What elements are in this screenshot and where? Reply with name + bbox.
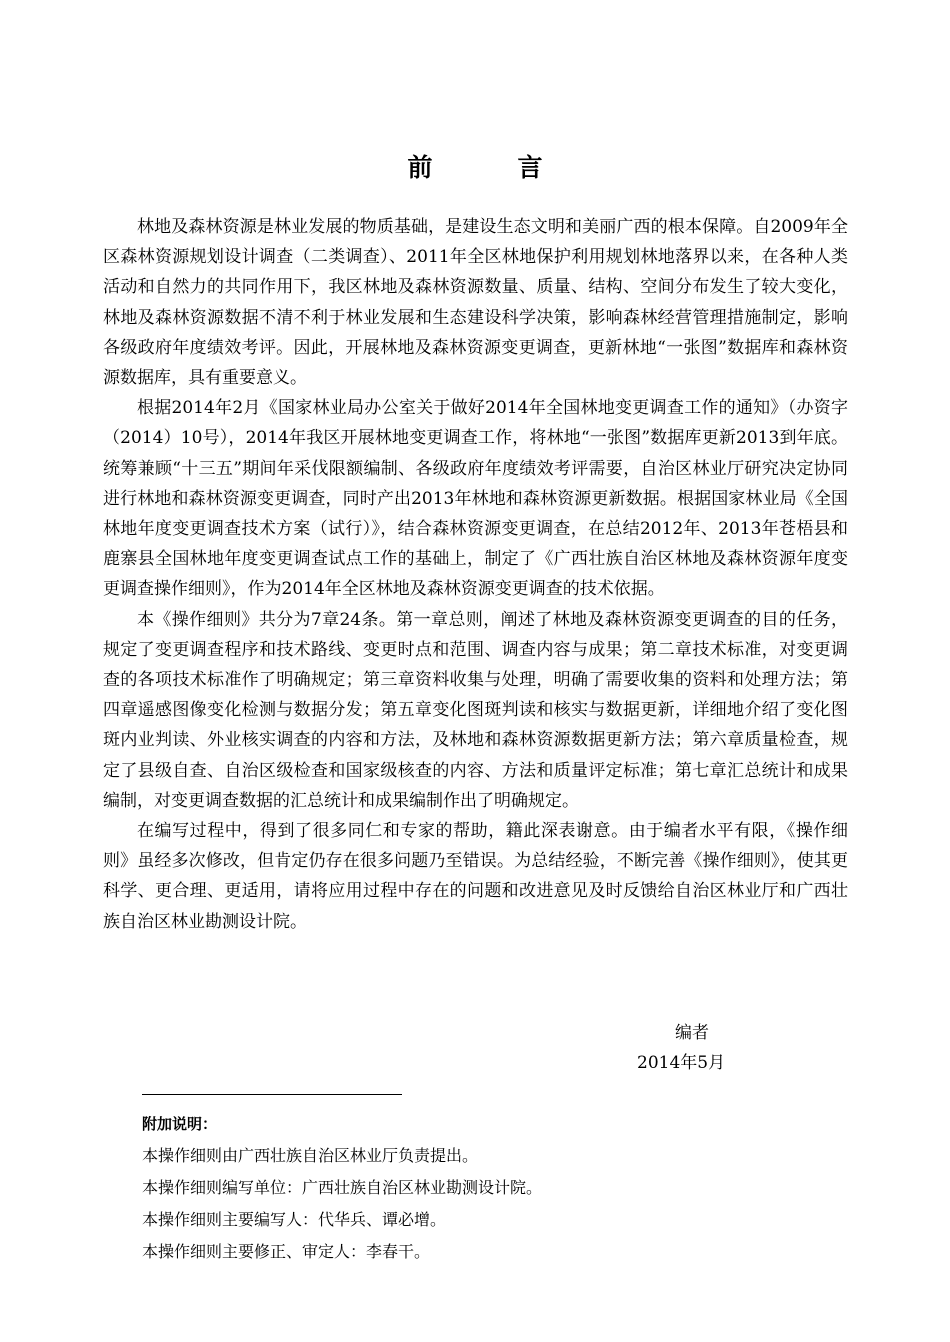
footnote-divider xyxy=(142,1094,402,1095)
preface-body xyxy=(103,212,848,937)
note-line: 本操作细则主要编写人：代华兵、谭必增。 xyxy=(142,1210,447,1229)
signature-date: 2014年5月 xyxy=(637,1053,726,1073)
signature-editor: 编者 xyxy=(675,1023,709,1043)
note-line: 本操作细则编写单位：广西壮族自治区林业勘测设计院。 xyxy=(142,1178,543,1197)
paragraph-1: 林地及森林资源是林业发展的物质基础，是建设生态文明和美丽广西的根本保障。自2009年全区森林资源规划设计调查（二类调查）、2011年全区林地保护利用规划林地落界以来，在各种人类活动和自然力的共同作用下，我区林地及森林资源数量、质量、结构、空间分布发生了较大变化，林地及森林资源数据不清不利于林业发展和生态建设科学决策，影响森林经营管理措施制定，影响各级政府年度绩效考评。因此，开展林地及森林资源变更调查，更新林地“一张图”数据库和森林资源数据库，具有重要意义。 xyxy=(103,217,848,389)
notes-heading: 附加说明： xyxy=(142,1115,218,1133)
note-line: 本操作细则主要修正、审定人：李春干。 xyxy=(142,1242,431,1261)
paragraph-2: 根据2014年2月《国家林业局办公室关于做好2014年全国林地变更调查工作的通知》（办资字（2014）10号），2014年我区开展林地变更调查工作，将林地“一张图”数据库更新2013到年底。统筹兼顾“十三五”期间年采伐限额编制、各级政府年度绩效考评需要，自治区林业厅研究决定协同进行林地和森林资源变更调查，同时产出2013年林地和森林资源更新数据。根据国家林业局《全国林地年度变更调查技术方案（试行）》，结合森林资源变更调查，在总结2012年、2013年苍梧县和鹿寨县全国林地年度变更调查试点工作的基础上，制定了《广西壮族自治区林地及森林资源年度变更调查操作细则》，作为2014年全区林地及森林资源变更调查的技术依据。 xyxy=(103,398,848,600)
additional-notes xyxy=(142,1108,842,1268)
note-line: 本操作细则由广西壮族自治区林业厅负责提出。 xyxy=(142,1146,479,1165)
paragraph-4: 在编写过程中，得到了很多同仁和专家的帮助，籍此深表谢意。由于编者水平有限，《操作细则》虽经多次修改，但肯定仍存在很多问题乃至错误。为总结经验，不断完善《操作细则》，使其更科学、更合理、更适用，请将应用过程中存在的问题和改进意见及时反馈给自治区林业厅和广西壮族自治区林业勘测设计院。 xyxy=(103,821,848,932)
page-title: 前 言 xyxy=(407,153,573,182)
paragraph-3: 本《操作细则》共分为7章24条。第一章总则，阐述了林地及森林资源变更调查的目的任务，规定了变更调查程序和技术路线、变更时点和范围、调查内容与成果；第二章技术标准，对变更调查的各项技术标准作了明确规定；第三章资料收集与处理，明确了需要收集的资料和处理方法；第四章遥感图像变化检测与数据分发；第五章变化图斑判读和核实与数据更新，详细地介绍了变化图斑内业判读、外业核实调查的内容和方法，及林地和森林资源数据更新方法；第六章质量检查，规定了县级自查、自治区级检查和国家级核查的内容、方法和质量评定标准；第七章汇总统计和成果编制，对变更调查数据的汇总统计和成果编制作出了明确规定。 xyxy=(103,609,848,811)
